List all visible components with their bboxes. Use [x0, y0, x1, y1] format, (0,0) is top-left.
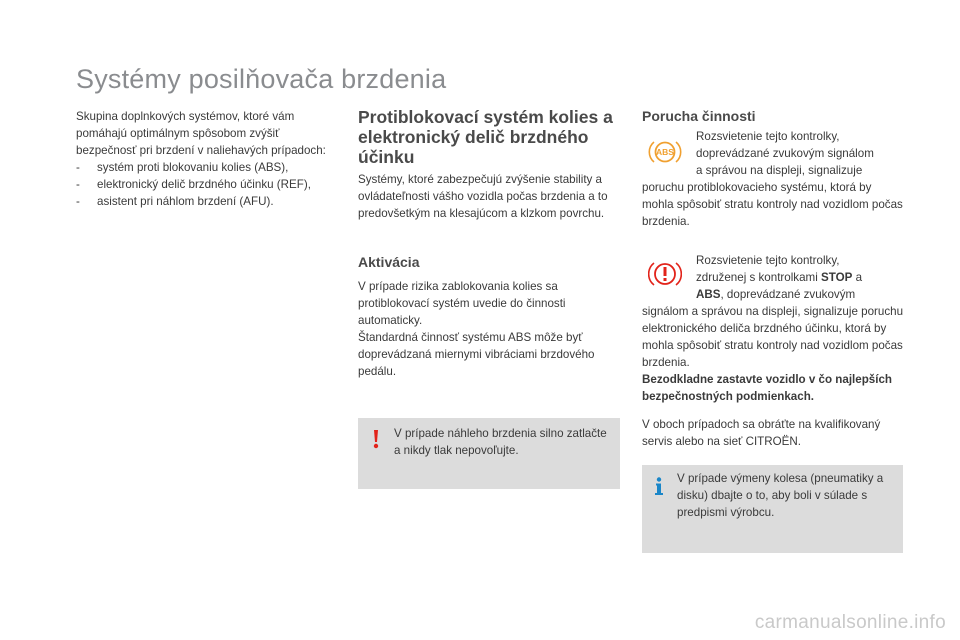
intro-paragraph: Skupina doplnkových systémov, ktoré vám pomáhajú optimálnym spôsobom zvýšiť bezpečnosť pri brzdení v naliehavých prípadoch: [76, 110, 326, 157]
list-item: - systém proti blokovaniu kolies (ABS), [76, 161, 289, 174]
abs-lamp-label: ABS [656, 147, 674, 158]
malfunction-heading: Porucha činnosti [642, 108, 756, 124]
abs-label: ABS [696, 288, 721, 301]
warning-exclamation-icon [366, 429, 386, 454]
watermark: carmanualsonline.info [754, 612, 946, 633]
activation-heading: Aktivácia [358, 254, 420, 270]
list-item: - asistent pri náhlom brzdení (AFU). [76, 195, 274, 208]
service-text [642, 416, 904, 450]
bullet-dash: - [76, 161, 80, 174]
service-paragraph: V oboch prípadoch sa obráťte na kvalifikovaný servis alebo na sieť CITROËN. [642, 418, 881, 448]
warning-text: V prípade náhleho brzdenia silno zatlačte a nikdy tlak nepovoľujte. [394, 427, 607, 457]
warning-box [358, 418, 620, 489]
abs-intro-paragraph: Systémy, ktoré zabezpečujú zvýšenie stability a ovládateľnosti vášho vozidla počas brzdenia a to predovšetkým na klesajúcom a klzkom povrchu. [358, 173, 608, 220]
intro-column [76, 108, 338, 210]
page-title: Systémy posilňovača brzdenia [76, 64, 447, 94]
info-icon [650, 476, 668, 501]
systems-list [76, 159, 338, 210]
info-box [642, 465, 903, 553]
stop-label: STOP [821, 271, 853, 284]
bullet-dash: - [76, 195, 80, 208]
info-text: V prípade výmeny kolesa (pneumatiky a disku) dbajte o to, aby boli v súlade s predpismi výrobcu. [677, 472, 884, 519]
abs-malfunction-text: Rozsvietenie tejto kontrolky, doprevádzané zvukovým signálom a správou na displeji, signalizuje poruchu protiblokovacieho systému, ktorá by mohla spôsobiť stratu kontroly nad vozidlom počas brzdenia. [642, 130, 903, 228]
activation-paragraph: Štandardná činnosť systému ABS môže byť doprevádzaná miernymi vibráciami brzdového pedálu. [358, 331, 595, 378]
list-item: - elektronický delič brzdného účinku (REF), [76, 178, 311, 191]
ref-malfunction-text: Rozsvietenie tejto kontrolky, združenej s kontrolkami STOP a ABS, doprevádzané zvukovým signálom a správou na displeji, signalizuje poruchu elektronického deliča brzdného účinku, ktorá by mohla spôsobiť stratu kontroly nad vozidlom počas brzdenia. Bezodkladne zastavte vozidlo v čo najlepších bezpečnostných podmienkach. [642, 254, 904, 403]
bullet-dash: - [76, 178, 80, 191]
abs-section-heading: Protiblokovací systém kolies a elektronický delič brzdného účinku [358, 107, 613, 167]
activation-text [358, 278, 620, 380]
stop-vehicle-instruction: Bezodkladne zastavte vozidlo v čo najlepších bezpečnostných podmienkach. [642, 373, 892, 403]
activation-paragraph: V prípade rizika zablokovania kolies sa protiblokovací systém uvedie do činnosti automaticky. [358, 280, 566, 327]
